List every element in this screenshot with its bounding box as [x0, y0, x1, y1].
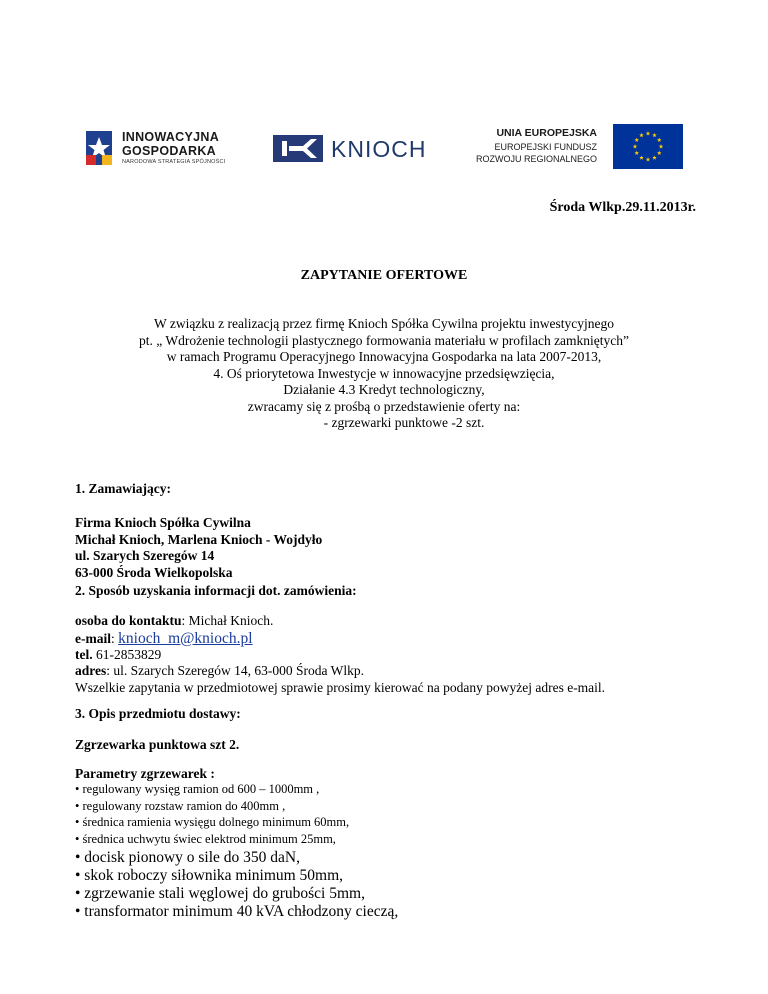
document-date: Środa Wlkp.29.11.2013r.	[549, 200, 696, 215]
eu-line2: EUROPEJSKI FUNDUSZ	[494, 142, 597, 152]
eu-star-icon	[657, 138, 662, 142]
email-label: e-mail	[75, 630, 111, 646]
intro-line: zwracamy się z prośbą o przedstawienie oferty na:	[247, 398, 521, 414]
intro-line: - zgrzewarki punktowe -2 szt.	[323, 415, 485, 430]
eu-star-icon	[639, 133, 644, 137]
inquiry-note: Wszelkie zapytania w przedmiotowej sprawie prosimy kierować na podany powyżej adres e-mail.	[75, 679, 606, 695]
tel-label: tel.	[75, 646, 93, 662]
ig-line3: NARODOWA STRATEGIA SPÓJNOŚCI	[122, 159, 226, 165]
product-subheading: Zgrzewarka punktowa szt 2.	[75, 737, 240, 752]
intro-paragraph	[0, 316, 768, 432]
email-row	[75, 630, 715, 647]
email-sep: :	[111, 630, 119, 646]
eu-star-icon	[659, 144, 664, 148]
section3-heading: 3. Opis przedmiotu dostawy:	[75, 706, 241, 721]
document-title: ZAPYTANIE OFERTOWE	[300, 268, 468, 283]
innowacyjna-gospodarka-logo	[84, 125, 244, 171]
param-item: • skok roboczy siłownika minimum 50mm,	[75, 867, 344, 884]
intro-line: w ramach Programu Operacyjnego Innowacyjna Gospodarka na lata 2007-2013,	[166, 349, 602, 364]
email-link[interactable]: knioch_m@knioch.pl	[118, 629, 253, 647]
intro-line: pt. „ Wdrożenie technologii plastycznego formowania materiału w profilach zamkniętych”	[138, 332, 630, 348]
intro-line: Działanie 4.3 Kredyt technologiczny,	[283, 382, 485, 397]
intro-line: W związku z realizacją przez firmę Knioch Spółka Cywilna projektu inwestycyjnego	[153, 316, 615, 331]
contact-block	[75, 613, 715, 696]
eu-star-icon	[652, 133, 657, 137]
eu-star-icon	[633, 144, 638, 148]
address-label: adres	[75, 663, 107, 678]
buyer-line: Firma Knioch Spółka Cywilna	[75, 515, 251, 530]
param-item: • zgrzewanie stali węglowej do grubości 5mm,	[75, 885, 365, 902]
buyer-line: 63-000 Środa Wielkopolska	[75, 564, 233, 580]
eu-line1: UNIA EUROPEJSKA	[496, 127, 597, 139]
param-item: • regulowany rozstaw ramion do 400mm ,	[75, 798, 286, 813]
knioch-logo	[273, 135, 443, 163]
address-row	[75, 663, 715, 680]
eu-star-icon	[652, 155, 657, 159]
eu-star-icon	[639, 155, 644, 159]
address-value: : ul. Szarych Szeregów 14, 63-000 Środa Wlkp.	[106, 663, 364, 678]
param-item: • docisk pionowy o sile do 350 daN,	[75, 849, 300, 866]
intro-line: 4. Oś priorytetowa Inwestycje w innowacyjne przedsięwzięcia,	[213, 365, 555, 381]
contact-value: : Michał Knioch.	[181, 613, 274, 628]
eu-star-icon	[634, 151, 639, 155]
eu-flag-icon	[613, 124, 683, 169]
eu-logo	[475, 124, 683, 170]
param-item: • średnica uchwytu świec elektrod minimum 25mm,	[75, 831, 336, 846]
ig-line2: GOSPODARKA	[122, 144, 216, 158]
tel-value: 61-2853829	[92, 646, 162, 662]
contact-label: osoba do kontaktu	[75, 613, 182, 628]
contact-person-row	[75, 613, 715, 630]
param-item: • regulowany wysięg ramion od 600 – 1000mm ,	[75, 782, 320, 796]
buyer-line: Michał Knioch, Marlena Knioch - Wojdyło	[75, 531, 323, 547]
param-item: • transformator minimum 40 kVA chłodzony cieczą,	[75, 903, 399, 920]
ig-line1: INNOWACYJNA	[122, 130, 220, 144]
ig-star-mark-icon	[84, 125, 114, 171]
params-list-large	[75, 849, 398, 921]
knioch-wordmark: KNIOCH	[331, 136, 427, 162]
eu-line3: ROZWOJU REGIONALNEGO	[475, 154, 597, 164]
eu-star-icon	[657, 151, 662, 155]
eu-star-icon	[646, 157, 651, 161]
buyer-details	[75, 515, 322, 581]
eu-star-icon	[646, 131, 651, 135]
buyer-line: ul. Szarych Szeregów 14	[75, 548, 215, 563]
eu-star-icon	[634, 138, 639, 142]
param-item: • średnica ramienia wysięgu dolnego minimum 60mm,	[75, 815, 350, 829]
params-list-small	[75, 781, 349, 847]
tel-row	[75, 647, 715, 664]
params-heading: Parametry zgrzewarek :	[75, 766, 215, 781]
section1-heading: 1. Zamawiający:	[75, 481, 171, 496]
section2-heading: 2. Sposób uzyskania informacji dot. zamówienia:	[75, 583, 357, 598]
knioch-mark-icon	[273, 135, 323, 162]
